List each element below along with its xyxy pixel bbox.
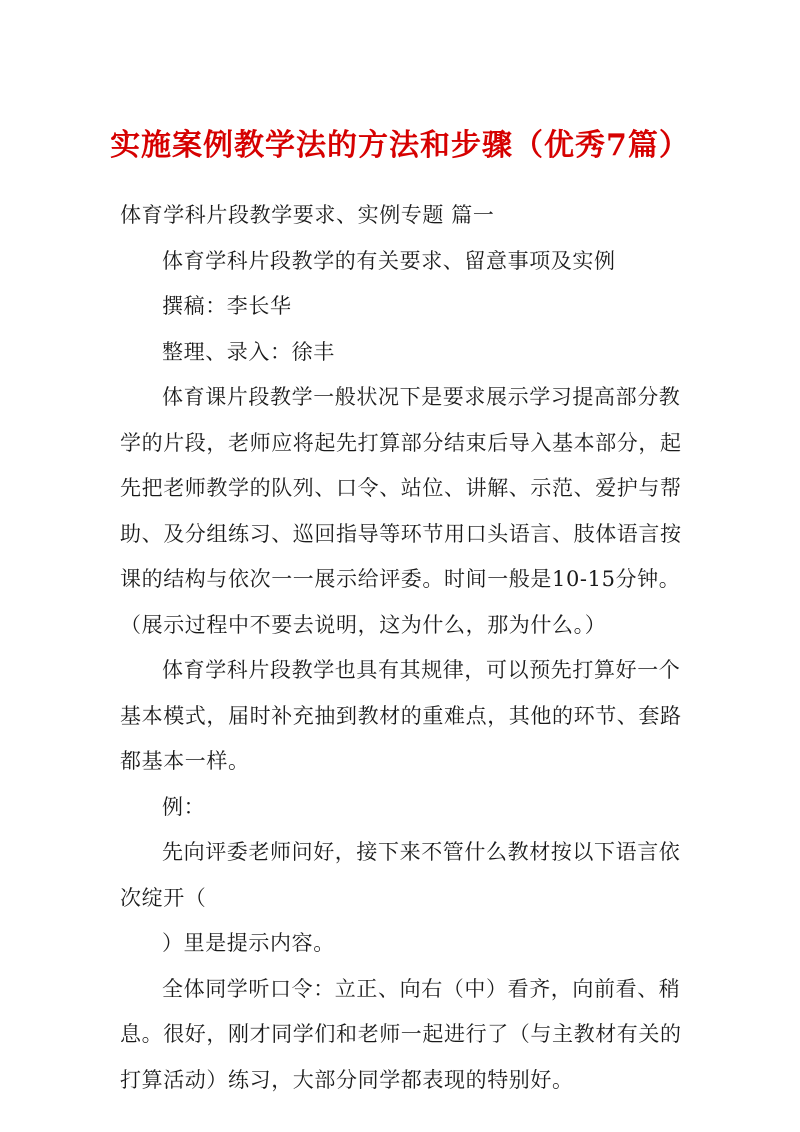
- paragraph: ）里是提示内容。: [162, 931, 335, 955]
- document-body: [120, 193, 700, 1103]
- author-line: 撰稿：李长华: [162, 294, 292, 318]
- paragraph: 体育课片段教学一般状况下是要求展示学习提高部分教学的片段，老师应将起先打算部分结束后导入基本部分，起先把老师教学的队列、口令、站位、讲解、示范、爱护与帮助、及分组练习、巡回指导等环节用口头语言、肢体语言按课的结构与依次一一展示给评委。时间一般是10-15分钟。（展示过程中不要去说明，这为什么，那为什么。）: [120, 385, 682, 637]
- subtitle: 体育学科片段教学的有关要求、留意事项及实例: [162, 248, 616, 273]
- document-title: 实施案例教学法的方法和步骤（优秀7篇）: [110, 128, 690, 163]
- paragraph: 体育学科片段教学也具有其规律，可以预先打算好一个基本模式，届时补充抽到教材的重难点，其他的环节、套路都基本一样。: [120, 658, 682, 773]
- section-heading: 体育学科片段教学要求、实例专题 篇一: [120, 203, 495, 227]
- paragraph: 先向评委老师问好，接下来不管什么教材按以下语言依次绽开（: [120, 840, 681, 910]
- paragraph: 全体同学听口令：立正、向右（中）看齐，向前看、稍息。很好，刚才同学们和老师一起进行了（与主教材有关的打算活动）练习，大部分同学都表现的特别好。: [120, 976, 682, 1092]
- editor-line: 整理、录入：徐丰: [162, 339, 335, 364]
- paragraph: 例：: [162, 794, 206, 819]
